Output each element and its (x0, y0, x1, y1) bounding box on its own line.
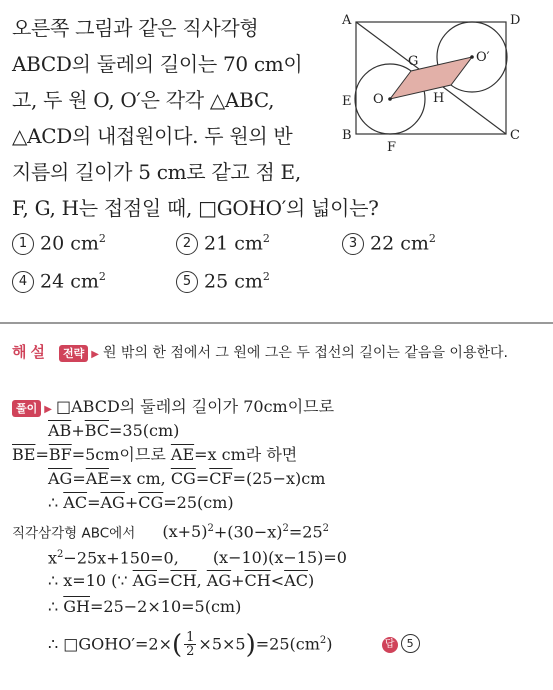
segment: $\overline{GH}$ (63, 597, 90, 616)
solution-header (12, 340, 542, 367)
op: = (87, 493, 101, 512)
label-o: O (373, 92, 384, 107)
badge-arrow-icon: ▶ (44, 404, 52, 415)
op: < (270, 571, 285, 590)
equation: ∴ x=10 (∵ (48, 571, 133, 590)
problem-line: 지름의 길이가 5 cm로 같고 점 E, (12, 160, 301, 184)
badge-arrow-icon: ▶ (91, 349, 99, 360)
solution-step-5 (48, 492, 234, 514)
problem-line: △ACD의 내접원이다. 두 원의 반 (12, 124, 293, 148)
denominator: 2 (186, 644, 195, 660)
choice-number: 1 (12, 233, 34, 255)
segment: $\overline{BF}$ (48, 445, 72, 464)
op: = (35, 445, 49, 464)
step-text: □ABCD의 둘레의 길이가 70cm이므로 (55, 397, 335, 416)
label-h: H (433, 91, 445, 106)
paren-open: ( (171, 629, 183, 660)
solution-step-10 (48, 630, 420, 658)
step-text: =x cm라 하면 (194, 445, 298, 464)
segment: $\overline{AG}$ (100, 493, 125, 512)
label-c: C (510, 128, 520, 143)
choice-5[interactable] (176, 270, 270, 293)
solution-step-1 (12, 396, 334, 421)
choice-exponent: 2 (428, 232, 436, 245)
segment: $\overline{AG}$ (48, 469, 73, 488)
segment: $\overline{BE}$ (12, 445, 36, 464)
segment: $\overline{AE}$ (85, 469, 109, 488)
answer-badge: 답 (382, 637, 398, 653)
exponent: 2 (57, 549, 64, 560)
segment: $\overline{CG}$ (138, 493, 164, 512)
choice-3[interactable] (342, 232, 436, 255)
equation: =25 (288, 522, 323, 542)
solution-step-3 (12, 444, 297, 466)
segment: $\overline{CH}$ (170, 571, 197, 590)
solution-step-2 (48, 420, 179, 442)
equation: −25x+150=0, (63, 548, 179, 568)
solution-label: 해설 (12, 343, 49, 361)
choice-2[interactable] (176, 232, 270, 255)
segment: $\overline{AG}$ (206, 571, 232, 590)
op: = (72, 469, 86, 488)
segment: $\overline{AE}$ (170, 445, 195, 464)
segment: $\overline{AC}$ (63, 493, 88, 512)
exponent: 2 (322, 523, 330, 534)
segment: $\overline{CH}$ (244, 571, 271, 590)
equation: ∴ □GOHO′=2× (48, 634, 172, 654)
strategy-text: 원 밖의 한 점에서 그 원에 그은 두 접선의 길이는 같음을 이용한다. (102, 345, 508, 361)
label-f: F (387, 140, 397, 155)
equation: x (48, 548, 58, 568)
label-g: G (408, 54, 419, 69)
segment: $\overline{CF}$ (209, 469, 233, 488)
problem-line: F, G, H는 접점일 때, □GOHO′의 넓이는? (12, 196, 379, 220)
equation: +(30−x) (213, 522, 283, 542)
step-text: =(25−x)cm (232, 469, 326, 488)
op: , (196, 571, 207, 590)
center-o-dot (388, 97, 392, 101)
solve-badge: 풀이 (12, 400, 41, 417)
equation: (x−10)(x−15)=0 (212, 548, 347, 568)
paren-close: ) (245, 629, 256, 660)
op: + (124, 493, 139, 512)
choice-4[interactable] (12, 270, 106, 293)
shaded-quadrilateral (390, 57, 472, 99)
segment: $\overline{AB}$ (48, 421, 72, 440)
choice-value: 24 cm (40, 270, 99, 293)
choice-value: 25 cm (204, 270, 263, 293)
label-b: B (342, 128, 352, 143)
center-o-prime-dot (470, 55, 474, 59)
equation: =25−2×10=5(cm) (90, 597, 242, 616)
equation: =25(cm (255, 634, 320, 654)
choice-exponent: 2 (262, 232, 270, 245)
step-text: 직각삼각형 ABC에서 (12, 525, 136, 542)
choice-number: 4 (12, 271, 34, 293)
choice-1[interactable] (12, 232, 106, 255)
op: + (71, 421, 85, 440)
segment: $\overline{CG}$ (170, 469, 196, 488)
choice-number: 5 (176, 271, 198, 293)
choice-value: 20 cm (40, 232, 99, 255)
solution-step-9 (48, 596, 241, 618)
problem-line: 오른쪽 그림과 같은 직사각형 (12, 16, 259, 40)
segment: $\overline{AC}$ (284, 571, 308, 590)
label-o-prime: O′ (476, 50, 490, 65)
fraction (184, 631, 196, 658)
step-text: =35(cm) (109, 421, 180, 440)
strategy-badge: 전략 (59, 345, 88, 362)
choice-exponent: 2 (98, 270, 106, 283)
exponent: 2 (282, 523, 289, 534)
problem-text (12, 10, 379, 226)
choice-number: 3 (342, 233, 364, 255)
solution-step-7 (48, 544, 347, 569)
op: = (157, 571, 171, 590)
choice-exponent: 2 (98, 232, 106, 245)
equation: (x+5) (162, 522, 208, 542)
step-text: =x cm, (108, 469, 171, 488)
solution-step-6 (12, 518, 329, 544)
op: ) (307, 571, 315, 590)
exponent: 2 (319, 635, 327, 646)
problem-line: 고, 두 원 O, O′은 각각 △ABC, (12, 88, 275, 112)
choice-value: 22 cm (370, 232, 429, 255)
geometry-figure (330, 10, 530, 160)
solution-step-4 (48, 468, 325, 490)
equation: ×5×5 (198, 634, 246, 654)
problem-line: ABCD의 둘레의 길이는 70 cm이 (12, 52, 303, 76)
solution-step-8 (48, 570, 314, 592)
answer-number: 5 (401, 634, 420, 653)
op: = (195, 469, 210, 488)
segment: $\overline{BC}$ (84, 421, 110, 440)
equation: ) (326, 634, 333, 654)
numerator: 1 (186, 630, 195, 646)
step-text: =5cm이므로 (71, 445, 171, 464)
choice-value: 21 cm (204, 232, 263, 255)
section-divider (0, 322, 553, 324)
choice-exponent: 2 (262, 270, 270, 283)
therefore: ∴ (48, 597, 64, 616)
segment: $\overline{AG}$ (132, 571, 157, 590)
label-d: D (510, 13, 521, 28)
step-text: =25(cm) (163, 493, 234, 512)
therefore: ∴ (48, 493, 64, 512)
label-a: A (342, 13, 352, 28)
exponent: 2 (207, 523, 214, 534)
label-e: E (342, 94, 352, 109)
op: + (231, 571, 245, 590)
choice-number: 2 (176, 233, 198, 255)
